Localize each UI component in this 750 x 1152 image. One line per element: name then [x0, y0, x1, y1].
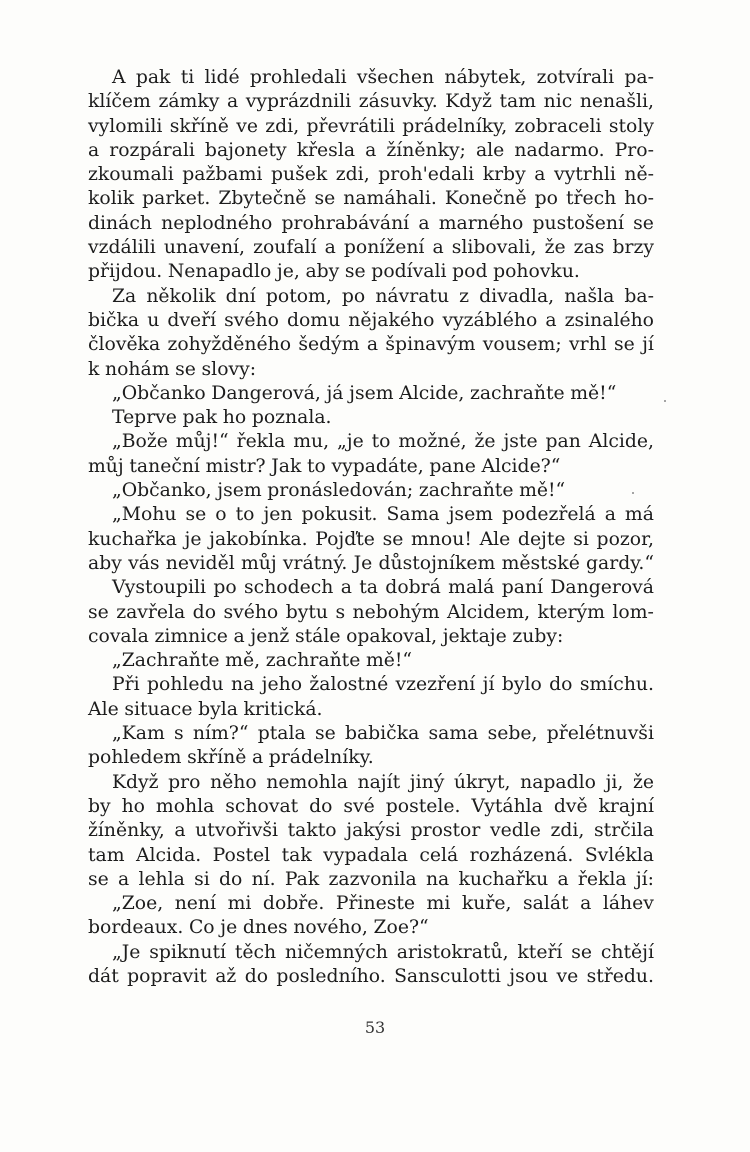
text-line: pohledem skříně a prádelníky.: [88, 747, 374, 769]
text-line: vzdálili unavení, zoufalí a ponížení a slibovali, že zas brzy: [88, 237, 654, 259]
print-speck: [632, 492, 634, 494]
text-line: k nohám se slovy:: [88, 358, 257, 380]
text-line: bička u dveří svého domu nějakého vyzáblého a zsinalého: [88, 309, 654, 331]
print-speck: [664, 400, 666, 402]
page-text: [88, 66, 654, 989]
text-line: dát popravit až do posledního. Sansculotti jsou ve středu.: [88, 965, 654, 987]
text-line: Vystoupili po schodech a ta dobrá malá paní Dangerová: [112, 577, 654, 599]
text-line: Ale situace byla kritická.: [88, 698, 323, 720]
text-line: dinách neplodného prohrabávání a marného pustošení se: [88, 212, 654, 234]
text-line: „Občanko, jsem pronásledován; zachraňte mě!“: [112, 480, 566, 502]
text-line: Teprve pak ho poznala.: [112, 407, 332, 429]
text-line: aby vás neviděl můj vrátný. Je důstojníkem městské gardy.“: [88, 552, 654, 574]
text-line: „Občanko Dangerová, já jsem Alcide, zachraňte mě!“: [112, 382, 617, 404]
text-line: tam Alcida. Postel tak vypadala celá rozházená. Svlékla: [88, 844, 654, 866]
text-line: žíněnky, a utvořivši takto jakýsi prostor vedle zdi, strčila: [88, 820, 654, 842]
text-line: člověka zohyžděného šedým a špinavým vousem; vrhl se jí: [88, 334, 654, 356]
text-line: Za několik dní potom, po návratu z divadla, našla ba-: [112, 285, 654, 307]
text-line: zkoumali pažbami pušek zdi, proh'edali krby a vytrhli ně-: [88, 164, 654, 186]
text-line: a rozpárali bajonety křesla a žíněnky; ale nadarmo. Pro-: [88, 139, 654, 161]
text-line: „Zoe, není mi dobře. Přineste mi kuře, salát a láhev: [112, 893, 654, 915]
text-line: se zavřela do svého bytu s nebohým Alcidem, kterým lom-: [88, 601, 654, 623]
text-line: „Bože můj!“ řekla mu, „je to možné, že jste pan Alcide,: [112, 431, 654, 453]
text-line: kolik parket. Zbytečně se namáhali. Konečně po třech ho-: [88, 188, 654, 210]
text-line: kuchařka je jakobínka. Pojďte se mnou! Ale dejte si pozor,: [88, 528, 654, 550]
text-line: bordeaux. Co je dnes nového, Zoe?“: [88, 917, 429, 939]
text-line: vylomili skříně ve zdi, převrátili prádelníky, zobraceli stoly: [88, 115, 654, 137]
text-line: přijdou. Nenapadlo je, aby se podívali pod pohovku.: [88, 261, 580, 283]
text-line: „Je spiknutí těch ničemných aristokratů, kteří se chtějí: [112, 941, 654, 963]
text-line: se a lehla si do ní. Pak zazvonila na kuchařku a řekla jí:: [88, 868, 654, 890]
text-line: můj taneční mistr? Jak to vypadáte, pane Alcide?“: [88, 455, 561, 477]
text-line: covala zimnice a jenž stále opakoval, jektaje zuby:: [88, 625, 564, 647]
text-line: Při pohledu na jeho žalostné vzezření jí bylo do smíchu.: [112, 674, 654, 696]
text-line: by ho mohla schovat do své postele. Vytáhla dvě krajní: [88, 795, 654, 817]
text-line: Když pro něho nemohla najít jiný úkryt, napadlo ji, že: [112, 771, 654, 793]
text-line: „Kam s ním?“ ptala se babička sama sebe, přelétnuvši: [112, 723, 654, 745]
page-number: 53: [364, 1018, 386, 1037]
text-line: A pak ti lidé prohledali všechen nábytek, zotvírali pa-: [112, 67, 654, 88]
text-line: „Mohu se o to jen pokusit. Sama jsem podezřelá a má: [112, 504, 654, 526]
text-line: „Zachraňte mě, zachraňte mě!“: [112, 650, 413, 672]
text-line: klíčem zámky a vyprázdnili zásuvky. Když tam nic nenašli,: [88, 91, 654, 113]
